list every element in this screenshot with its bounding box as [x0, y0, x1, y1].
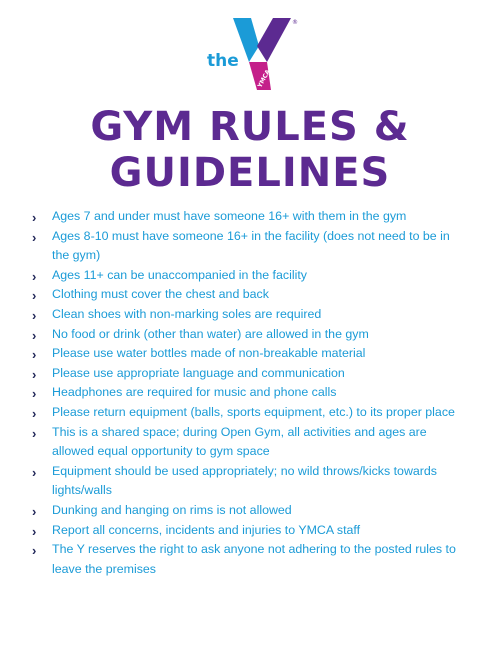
- title-line-2: GUIDELINES: [109, 150, 391, 196]
- rule-item: [30, 325, 470, 345]
- chevron-right-icon: ›: [32, 268, 37, 284]
- chevron-right-icon: ›: [32, 386, 37, 402]
- rule-text: Equipment should be used appropriately; no wild throws/kicks towards lights/walls: [52, 463, 437, 498]
- chevron-right-icon: ›: [32, 210, 37, 225]
- chevron-right-icon: ›: [32, 327, 37, 343]
- rule-text: Headphones are required for music and phone calls: [52, 385, 337, 400]
- rule-item: [30, 383, 470, 403]
- chevron-right-icon: ›: [32, 366, 37, 382]
- rule-text: Dunking and hanging on rims is not allowed: [52, 502, 292, 517]
- rule-item: [30, 501, 470, 521]
- rule-item: [30, 540, 470, 579]
- page-title: [0, 104, 500, 196]
- rule-item: [30, 227, 470, 266]
- rule-text: Please use water bottles made of non-breakable material: [52, 346, 366, 361]
- rule-item: [30, 364, 470, 384]
- chevron-right-icon: ›: [32, 307, 37, 323]
- rule-text: Ages 7 and under must have someone 16+ with them in the gym: [52, 209, 407, 223]
- chevron-right-icon: ›: [32, 405, 37, 421]
- logo-registered-mark: ®: [292, 19, 298, 26]
- rule-item: [30, 285, 470, 305]
- chevron-right-icon: ›: [32, 523, 37, 539]
- chevron-right-icon: ›: [32, 288, 37, 304]
- rule-text: Please return equipment (balls, sports equipment, etc.) to its proper place: [52, 404, 455, 419]
- rule-text: No food or drink (other than water) are allowed in the gym: [52, 326, 369, 341]
- rule-item: [30, 403, 470, 423]
- rule-item: [30, 521, 470, 541]
- logo-word: the: [207, 51, 239, 71]
- rule-item: [30, 423, 470, 462]
- chevron-right-icon: ›: [32, 503, 37, 519]
- rule-text: Clothing must cover the chest and back: [52, 287, 269, 302]
- chevron-right-icon: ›: [32, 425, 37, 441]
- chevron-right-icon: ›: [32, 543, 37, 559]
- chevron-right-icon: ›: [32, 464, 37, 480]
- rule-text: Ages 11+ can be unaccompanied in the facility: [52, 267, 307, 282]
- rule-text: Clean shoes with non-marking soles are required: [52, 306, 322, 321]
- rule-text: The Y reserves the right to ask anyone not adhering to the posted rules to leave the premises: [52, 542, 456, 576]
- title-line-1: GYM RULES &: [90, 104, 410, 150]
- rule-item: [30, 305, 470, 325]
- ymca-logo-graphic: [195, 16, 305, 92]
- rules-list: [30, 207, 470, 579]
- logo-right-arm: [257, 18, 291, 62]
- rule-item: [30, 344, 470, 364]
- rule-item: [30, 266, 470, 286]
- rule-item: [30, 207, 470, 227]
- logo-ymca-text: YMCA: [256, 68, 272, 89]
- rule-text: Ages 8-10 must have someone 16+ in the facility (does not need to be in the gym): [52, 228, 450, 263]
- rule-text: Please use appropriate language and communication: [52, 365, 345, 380]
- rule-text: Report all concerns, incidents and injuries to YMCA staff: [52, 522, 361, 537]
- chevron-right-icon: ›: [32, 347, 37, 363]
- ymca-logo: [195, 16, 305, 92]
- chevron-right-icon: ›: [32, 229, 37, 245]
- rule-item: [30, 462, 470, 501]
- rule-text: This is a shared space; during Open Gym, all activities and ages are allowed equal opportunity to gym space: [52, 424, 427, 459]
